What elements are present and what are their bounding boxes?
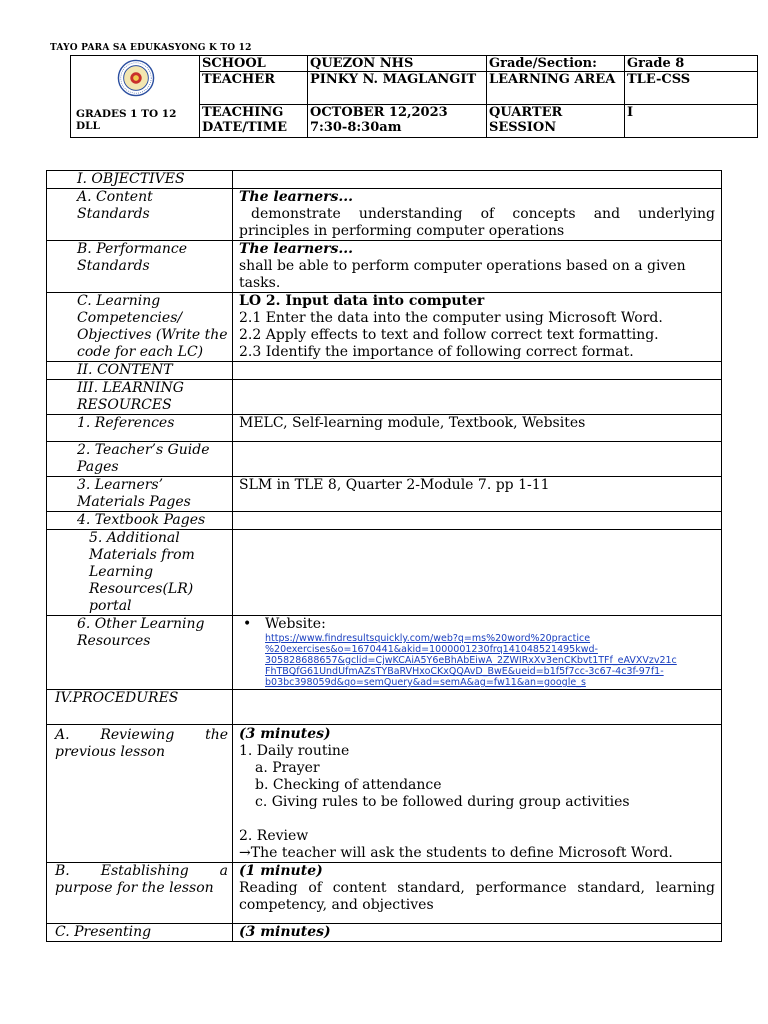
learners-materials-text: SLM in TLE 8, Quarter 2-Module 7. pp 1-11 [233, 477, 722, 512]
other-resources-cell [233, 616, 722, 690]
performance-standards-text: shall be able to perform computer operations based on a given tasks. [239, 258, 686, 291]
table-row [47, 863, 722, 924]
lo-item: 2.2 Apply effects to text and follow correct text formatting. [239, 327, 659, 343]
routine-item: c. Giving rules to be followed during group activities [255, 794, 630, 810]
website-url-line[interactable]: %20exercises&o=1670441&akid=1000001230frq141048521495kwd- [265, 644, 598, 655]
header-table [70, 55, 758, 138]
learning-resources-heading: III. LEARNING RESOURCES [47, 380, 233, 415]
table-row [47, 380, 722, 415]
presenting-cell [233, 924, 722, 942]
learning-competencies-cell [233, 293, 722, 362]
presenting-label: C. Presenting [47, 924, 233, 942]
table-row [47, 293, 722, 362]
review-heading: 2. Review [239, 828, 309, 844]
routine-item: b. Checking of attendance [255, 777, 442, 793]
establishing-text: Reading of content standard, performance standard, learning competency, and objectives [239, 880, 715, 913]
establishing-purpose-cell [233, 863, 722, 924]
reviewing-cell [233, 725, 722, 863]
dll-main-table [46, 170, 722, 942]
performance-standards-cell [233, 241, 722, 293]
table-row [47, 924, 722, 942]
lo-item: 2.3 Identify the importance of following correct format. [239, 344, 634, 360]
review-text: →The teacher will ask the students to define Microsoft Word. [239, 845, 673, 861]
header-value-quarter: I [625, 105, 758, 138]
header-label-grade-section: Grade/Section: [487, 56, 625, 72]
table-row [47, 530, 722, 616]
daily-routine: 1. Daily routine [239, 743, 350, 759]
additional-materials-label: 5. Additional Materials from Learning Resources(LR) portal [47, 530, 233, 616]
table-row [47, 442, 722, 477]
deped-seal-icon [117, 59, 155, 97]
establishing-time: (1 minute) [239, 863, 323, 879]
content-standards-cell [233, 189, 722, 241]
header-label-teacher: TEACHER [200, 72, 308, 105]
references-label: 1. References [47, 415, 233, 442]
header-label-date-time: TEACHING DATE/TIME [200, 105, 308, 138]
content-standards-text: demonstrate understanding of concepts and underlying principles in performing computer operations [239, 206, 715, 239]
header-value-learning-area: TLE-CSS [625, 72, 758, 105]
header-value-date-time: OCTOBER 12,2023 7:30-8:30am [308, 105, 487, 138]
table-row [47, 415, 722, 442]
lo-title: LO 2. Input data into computer [239, 293, 485, 309]
table-row [47, 690, 722, 725]
table-row [47, 477, 722, 512]
routine-item: a. Prayer [255, 760, 320, 776]
presenting-time: (3 minutes) [239, 924, 331, 940]
header-value-school: QUEZON NHS [308, 56, 487, 72]
document-top-title: TAYO PARA SA EDUKASYONG K TO 12 [50, 43, 252, 53]
website-url-line[interactable]: 305828688657&gclid=CjwKCAiA5Y6eBhAbEiwA_2ZWIRxXv3enCKbvt1TFf_eAVXVzv21c [265, 655, 677, 666]
website-label: Website: [265, 616, 326, 632]
performance-standards-label: B. Performance Standards [47, 241, 233, 293]
lo-item: 2.1 Enter the data into the computer using Microsoft Word. [239, 310, 663, 326]
table-row [47, 512, 722, 530]
table-row [47, 362, 722, 380]
table-row [47, 241, 722, 293]
header-label-school: SCHOOL [200, 56, 308, 72]
header-logo-cell [71, 56, 200, 138]
website-url-line[interactable]: https://www.findresultsquickly.com/web?q=ms%20word%20practice [265, 633, 591, 644]
header-value-grade: Grade 8 [625, 56, 758, 72]
references-text: MELC, Self-learning module, Textbook, Websites [233, 415, 722, 442]
reviewing-label: A. Reviewing the previous lesson [47, 725, 233, 863]
textbook-pages-label: 4. Textbook Pages [47, 512, 233, 530]
website-link[interactable] [239, 633, 715, 689]
table-row [47, 616, 722, 690]
teachers-guide-label: 2. Teacher’s Guide Pages [47, 442, 233, 477]
table-row [47, 171, 722, 189]
reviewing-time: (3 minutes) [239, 726, 331, 742]
website-url-line[interactable]: FhTBQfG61UndUfmAZsTYBaRVHxoCKxQQAvD_BwE&ueid=b1f5f7cc-3c67-4c3f-97f1- [265, 666, 664, 677]
header-label-learning-area: LEARNING AREA [487, 72, 625, 105]
establishing-purpose-label: B. Establishing a purpose for the lesson [47, 863, 233, 924]
procedures-heading: IV.PROCEDURES [47, 690, 233, 725]
content-heading: II. CONTENT [47, 362, 233, 380]
website-url-line[interactable]: b03bc398059d&qo=semQuery&ad=semA&ag=fw11&an=google_s [265, 677, 586, 688]
header-label-quarter: QUARTER SESSION [487, 105, 625, 138]
learners-materials-label: 3. Learners’ Materials Pages [47, 477, 233, 512]
content-standards-label: A. Content Standards [47, 189, 233, 241]
header-value-teacher: PINKY N. MAGLANGIT [308, 72, 487, 105]
table-row [47, 725, 722, 863]
content-standards-lead: The learners... [239, 189, 354, 205]
other-resources-label: 6. Other Learning Resources [47, 616, 233, 690]
grades-dll-label: GRADES 1 TO 12 DLL [76, 108, 177, 132]
performance-standards-lead: The learners... [239, 241, 354, 257]
bullet-icon: • [243, 616, 252, 632]
objectives-heading: I. OBJECTIVES [47, 171, 233, 189]
table-row [47, 189, 722, 241]
learning-competencies-label: C. Learning Competencies/ Objectives (Write the code for each LC) [47, 293, 233, 362]
